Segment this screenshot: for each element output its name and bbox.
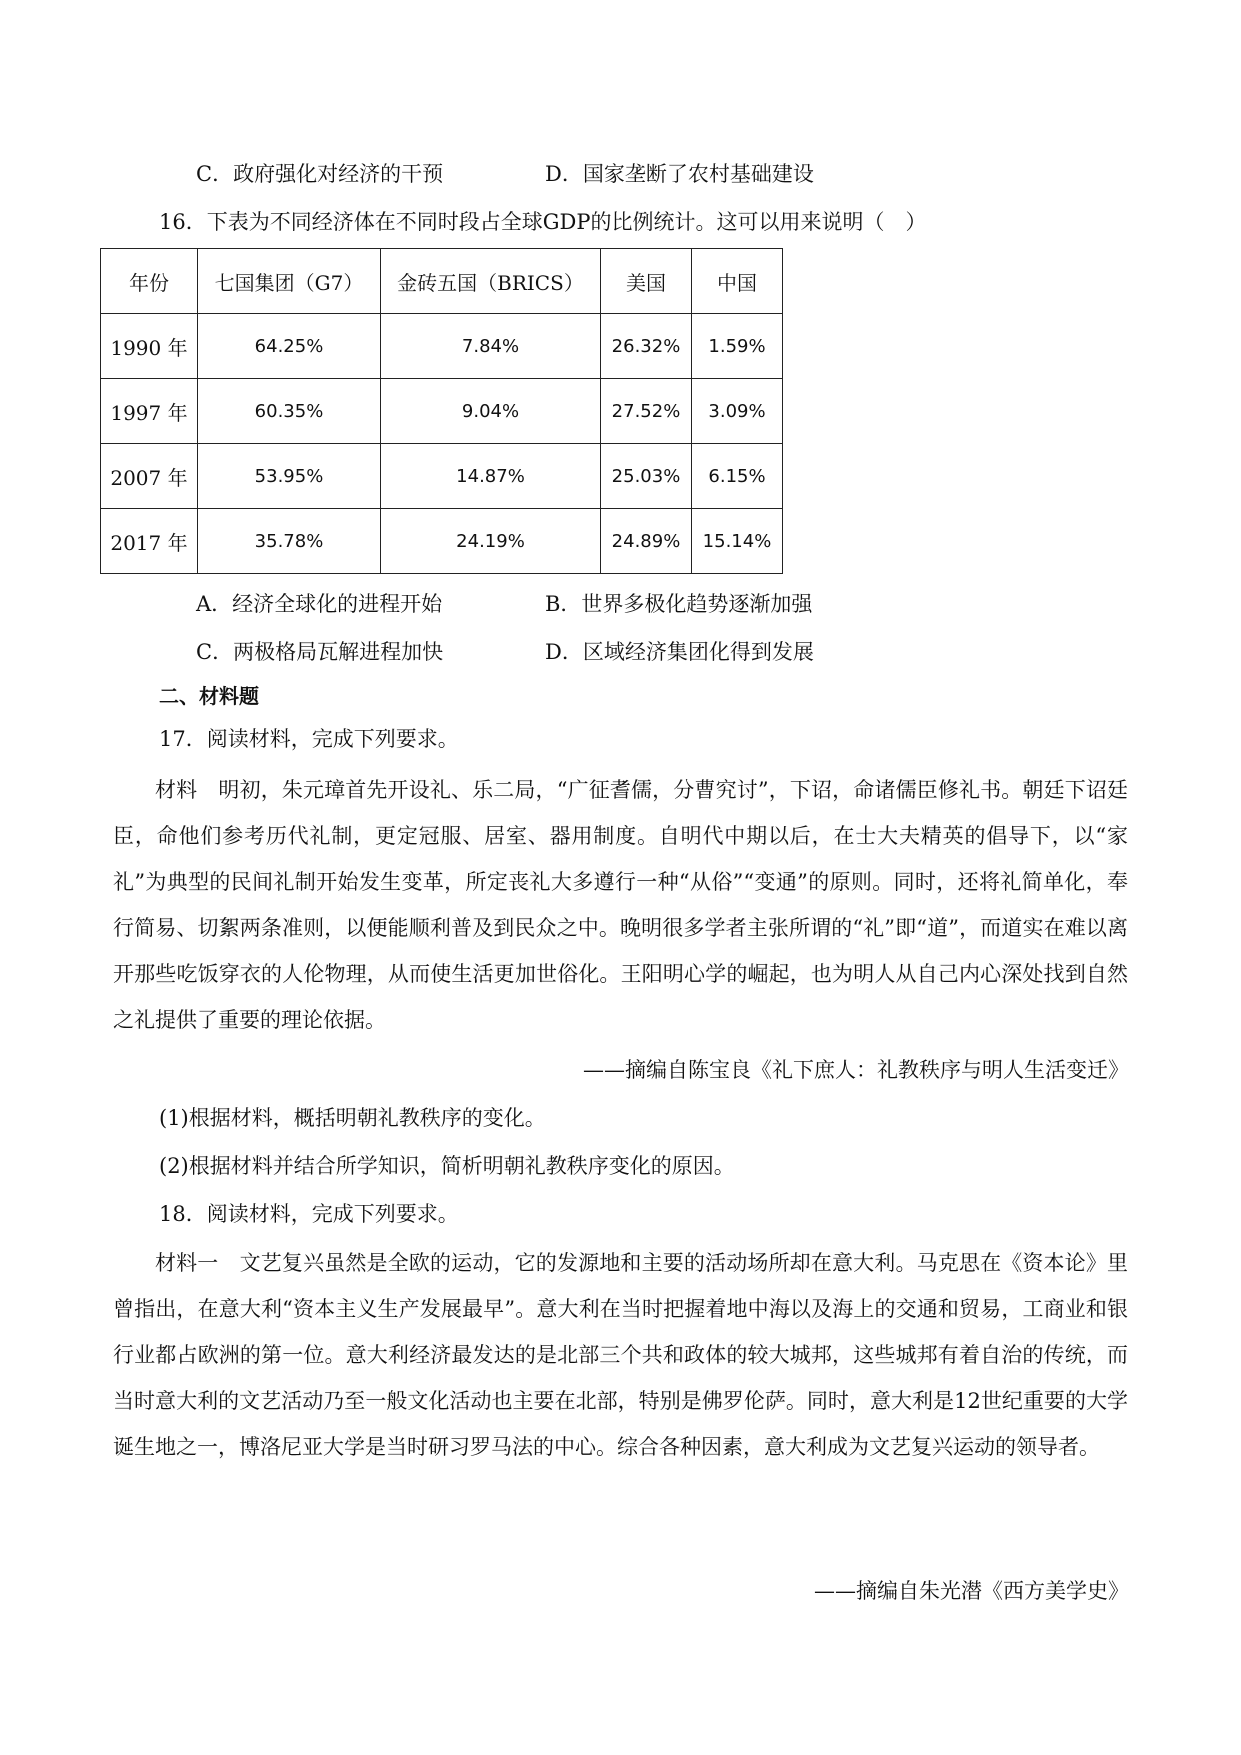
table-cell: 25.03% [601, 444, 692, 509]
table-cell-year: 1990 年 [101, 314, 198, 379]
table-header-cell: 七国集团（G7） [198, 249, 381, 314]
q16-stem: 16．下表为不同经济体在不同时段占全球GDP的比例统计。这可以用来说明（ ） [159, 210, 927, 234]
q18-material [113, 1240, 1128, 1470]
table-cell: 24.19% [381, 509, 601, 574]
q15-option-c: C．政府强化对经济的干预 [196, 162, 444, 186]
table-row [101, 379, 783, 444]
table-cell: 60.35% [198, 379, 381, 444]
q16-option-d: D．区域经济集团化得到发展 [545, 640, 814, 664]
q17-sub2: (2)根据材料并结合所学知识，简析明朝礼教秩序变化的原因。 [159, 1154, 735, 1178]
q17-stem: 17．阅读材料，完成下列要求。 [159, 727, 459, 751]
section-title: 二、材料题 [159, 684, 259, 708]
q17-source: ——摘编自陈宝良《礼下庶人：礼教秩序与明人生活变迁》 [583, 1058, 1129, 1082]
table-header-row [101, 249, 783, 314]
table-cell: 26.32% [601, 314, 692, 379]
table-row [101, 444, 783, 509]
q18-source: ——摘编自朱光潜《西方美学史》 [814, 1579, 1129, 1603]
table-cell: 15.14% [692, 509, 783, 574]
q17-sub1: (1)根据材料，概括明朝礼教秩序的变化。 [159, 1106, 546, 1130]
table-cell: 1.59% [692, 314, 783, 379]
gdp-share-table [100, 248, 783, 574]
table-cell: 9.04% [381, 379, 601, 444]
table-header-cell: 金砖五国（BRICS） [381, 249, 601, 314]
table-cell: 35.78% [198, 509, 381, 574]
table-cell: 53.95% [198, 444, 381, 509]
q16-option-b: B．世界多极化趋势逐渐加强 [545, 592, 813, 616]
table-header-cell: 中国 [692, 249, 783, 314]
table-cell-year: 2007 年 [101, 444, 198, 509]
q15-option-d: D．国家垄断了农村基础建设 [545, 162, 814, 186]
q18-stem: 18．阅读材料，完成下列要求。 [159, 1202, 459, 1226]
table-cell: 24.89% [601, 509, 692, 574]
table-header-cell: 美国 [601, 249, 692, 314]
table-cell: 27.52% [601, 379, 692, 444]
table-cell: 3.09% [692, 379, 783, 444]
q16-option-c: C．两极格局瓦解进程加快 [196, 640, 444, 664]
q16-option-a: A．经济全球化的进程开始 [196, 592, 443, 616]
table-cell-year: 1997 年 [101, 379, 198, 444]
table-row [101, 509, 783, 574]
table-cell: 14.87% [381, 444, 601, 509]
table-cell: 6.15% [692, 444, 783, 509]
table-cell-year: 2017 年 [101, 509, 198, 574]
q17-material-text: 材料 明初，朱元璋首先开设礼、乐二局，“广征耆儒，分曹究讨”，下诏，命诸儒臣修礼书。朝廷下诏廷臣，命他们参考历代礼制，更定冠服、居室、器用制度。自明代中期以后，在士大夫精英的倡导下，以“家礼”为典型的民间礼制开始发生变革，所定丧礼大多遵行一种“从俗”“变通”的原则。同时，还将礼简单化，奉行简易、切絮两条准则，以便能顺利普及到民众之中。晚明很多学者主张所谓的“礼”即“道”，而道实在难以离开那些吃饭穿衣的人伦物理，从而使生活更加世俗化。王阳明心学的崛起，也为明人从自己内心深处找到自然之礼提供了重要的理论依据。 [113, 778, 1128, 1032]
table-row [101, 314, 783, 379]
table-cell: 7.84% [381, 314, 601, 379]
q18-material-text: 材料一 文艺复兴虽然是全欧的运动，它的发源地和主要的活动场所却在意大利。马克思在《资本论》里曾指出，在意大利“资本主义生产发展最早”。意大利在当时把握着地中海以及海上的交通和贸易，工商业和银行业都占欧洲的第一位。意大利经济最发达的是北部三个共和政体的较大城邦，这些城邦有着自治的传统，而当时意大利的文艺活动乃至一般文化活动也主要在北部，特别是佛罗伦萨。同时，意大利是12世纪重要的大学诞生地之一，博洛尼亚大学是当时研习罗马法的中心。综合各种因素，意大利成为文艺复兴运动的领导者。 [113, 1251, 1128, 1459]
table-cell: 64.25% [198, 314, 381, 379]
q17-material [113, 767, 1128, 1043]
table-header-cell: 年份 [101, 249, 198, 314]
